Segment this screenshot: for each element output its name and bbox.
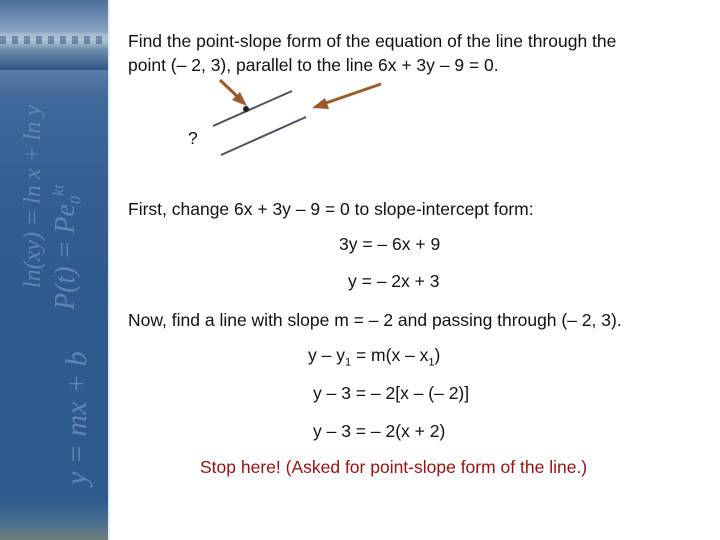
given-line: [221, 117, 306, 155]
step2-equation-2: y – 3 = – 2(x + 2): [313, 421, 446, 441]
point-marker: [243, 106, 249, 112]
step1-equation-2: y = – 2x + 3: [348, 271, 440, 291]
arrow-to-line-head: [312, 98, 329, 109]
arrow-to-line: [323, 84, 381, 104]
step1-intro: First, change 6x + 3y – 9 = 0 to slope-intercept form:: [128, 199, 534, 219]
step2-intro: Now, find a line with slope m = – 2 and passing through (– 2, 3).: [128, 310, 622, 330]
problem-line-2: point (– 2, 3), parallel to the line 6x + 3y – 9 = 0.: [128, 55, 499, 75]
sidebar-formula-growth: $P(t) = Pe_0^{kt}$: [50, 184, 85, 310]
sidebar-formula-line: y = mx + b: [60, 351, 93, 485]
new-line: [213, 91, 292, 126]
step2-equation-1: y – 3 = – 2[x – (– 2)]: [313, 383, 470, 403]
unknown-line-label: ?: [188, 128, 198, 148]
problem-line-1: Find the point-slope form of the equation of the line through the: [128, 31, 617, 51]
point-slope-formula: $y - y_1 = m(x - x_1)$: [308, 345, 441, 369]
sidebar-formula-log: ln(xy) = ln x + ln y: [20, 105, 46, 288]
step1-equation-1: 3y = – 6x + 9: [339, 234, 441, 254]
conclusion-note: Stop here! (Asked for point-slope form of the line.): [200, 457, 588, 477]
